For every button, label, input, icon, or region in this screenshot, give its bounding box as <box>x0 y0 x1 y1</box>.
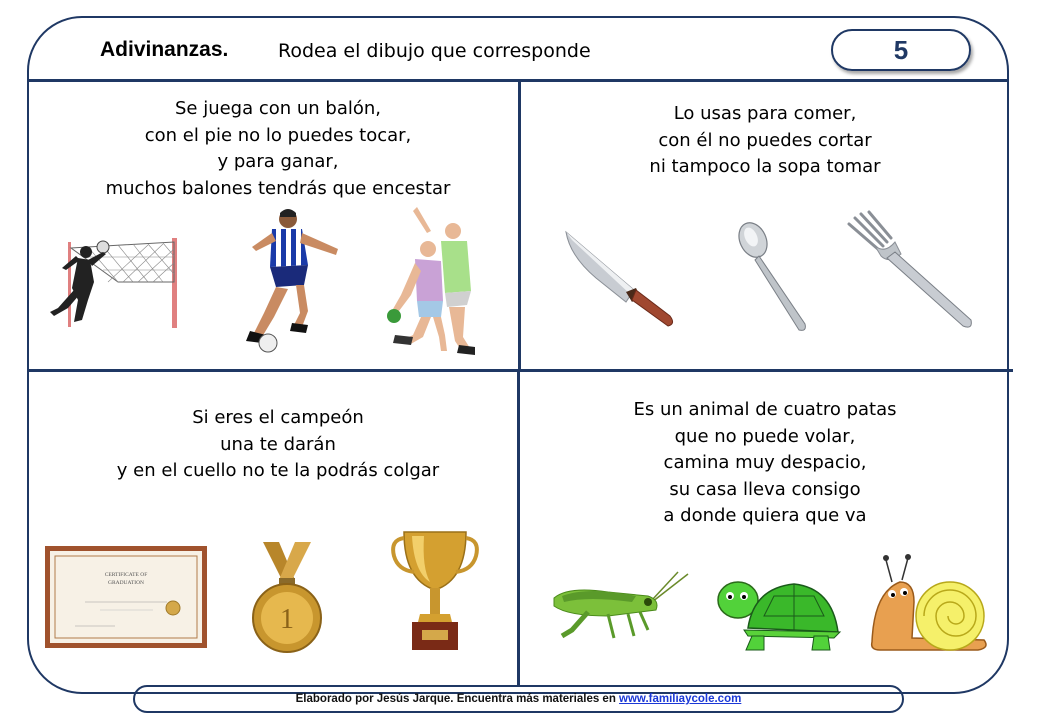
middle-divider <box>28 369 1013 372</box>
trophy-picture[interactable] <box>390 528 480 656</box>
riddle-line: una te darán <box>220 433 336 455</box>
riddle-line: ni tampoco la sopa tomar <box>649 156 881 177</box>
knife-picture[interactable] <box>560 228 680 333</box>
snail-picture[interactable] <box>866 552 992 658</box>
riddle-line: y para ganar, <box>217 151 339 172</box>
instruction-text: Rodea el dibujo que corresponde <box>278 40 591 62</box>
certificate-picture[interactable] <box>45 546 207 648</box>
footer-credit <box>133 685 904 713</box>
riddle-line: Se juega con un balón, <box>174 98 382 119</box>
riddle-line: con el pie no lo puedes tocar, <box>144 124 412 146</box>
gold-medal-picture[interactable] <box>249 540 325 658</box>
worksheet-title: Adivinanzas. <box>100 38 229 61</box>
medal-number: 1 <box>280 604 294 635</box>
worksheet-number: 5 <box>893 35 909 65</box>
riddle-line: Es un animal de cuatro patas <box>633 399 897 420</box>
riddle-line: a donde quiera que va <box>663 505 867 526</box>
worksheet-number-badge <box>831 29 971 71</box>
riddle-line: muchos balones tendrás que encestar <box>105 177 451 199</box>
riddle-line: su casa lleva consigo <box>669 478 861 500</box>
riddle-line: que no puede volar, <box>674 425 856 447</box>
footer-link[interactable]: www.familiaycole.com <box>619 693 742 705</box>
riddle-line: Lo usas para comer, <box>673 103 857 124</box>
volleyball-player-picture[interactable] <box>48 230 188 330</box>
riddle-line: Si eres el campeón <box>192 407 364 428</box>
riddle-line: camina muy despacio, <box>663 452 867 473</box>
soccer-player-picture[interactable] <box>238 205 353 355</box>
grasshopper-picture[interactable] <box>548 570 696 650</box>
riddle-line: y en el cuello no te la podrás colgar <box>116 460 440 481</box>
footer-text: Elaborado por Jesús Jarque. Encuentra más materiales en <box>295 693 620 705</box>
certificate-heading: CERTIFICATE OF <box>104 572 148 578</box>
riddle-1-text <box>40 96 516 202</box>
basketball-players-picture[interactable] <box>383 205 478 357</box>
fork-picture[interactable] <box>845 210 980 335</box>
turtle-picture[interactable] <box>714 576 844 656</box>
riddle-2-text <box>520 101 1010 181</box>
spoon-picture[interactable] <box>733 220 813 335</box>
riddle-4-text <box>520 397 1010 530</box>
riddle-3-text <box>40 405 516 485</box>
certificate-subheading: GRADUATION <box>107 580 145 586</box>
riddle-line: con él no puedes cortar <box>658 129 872 151</box>
